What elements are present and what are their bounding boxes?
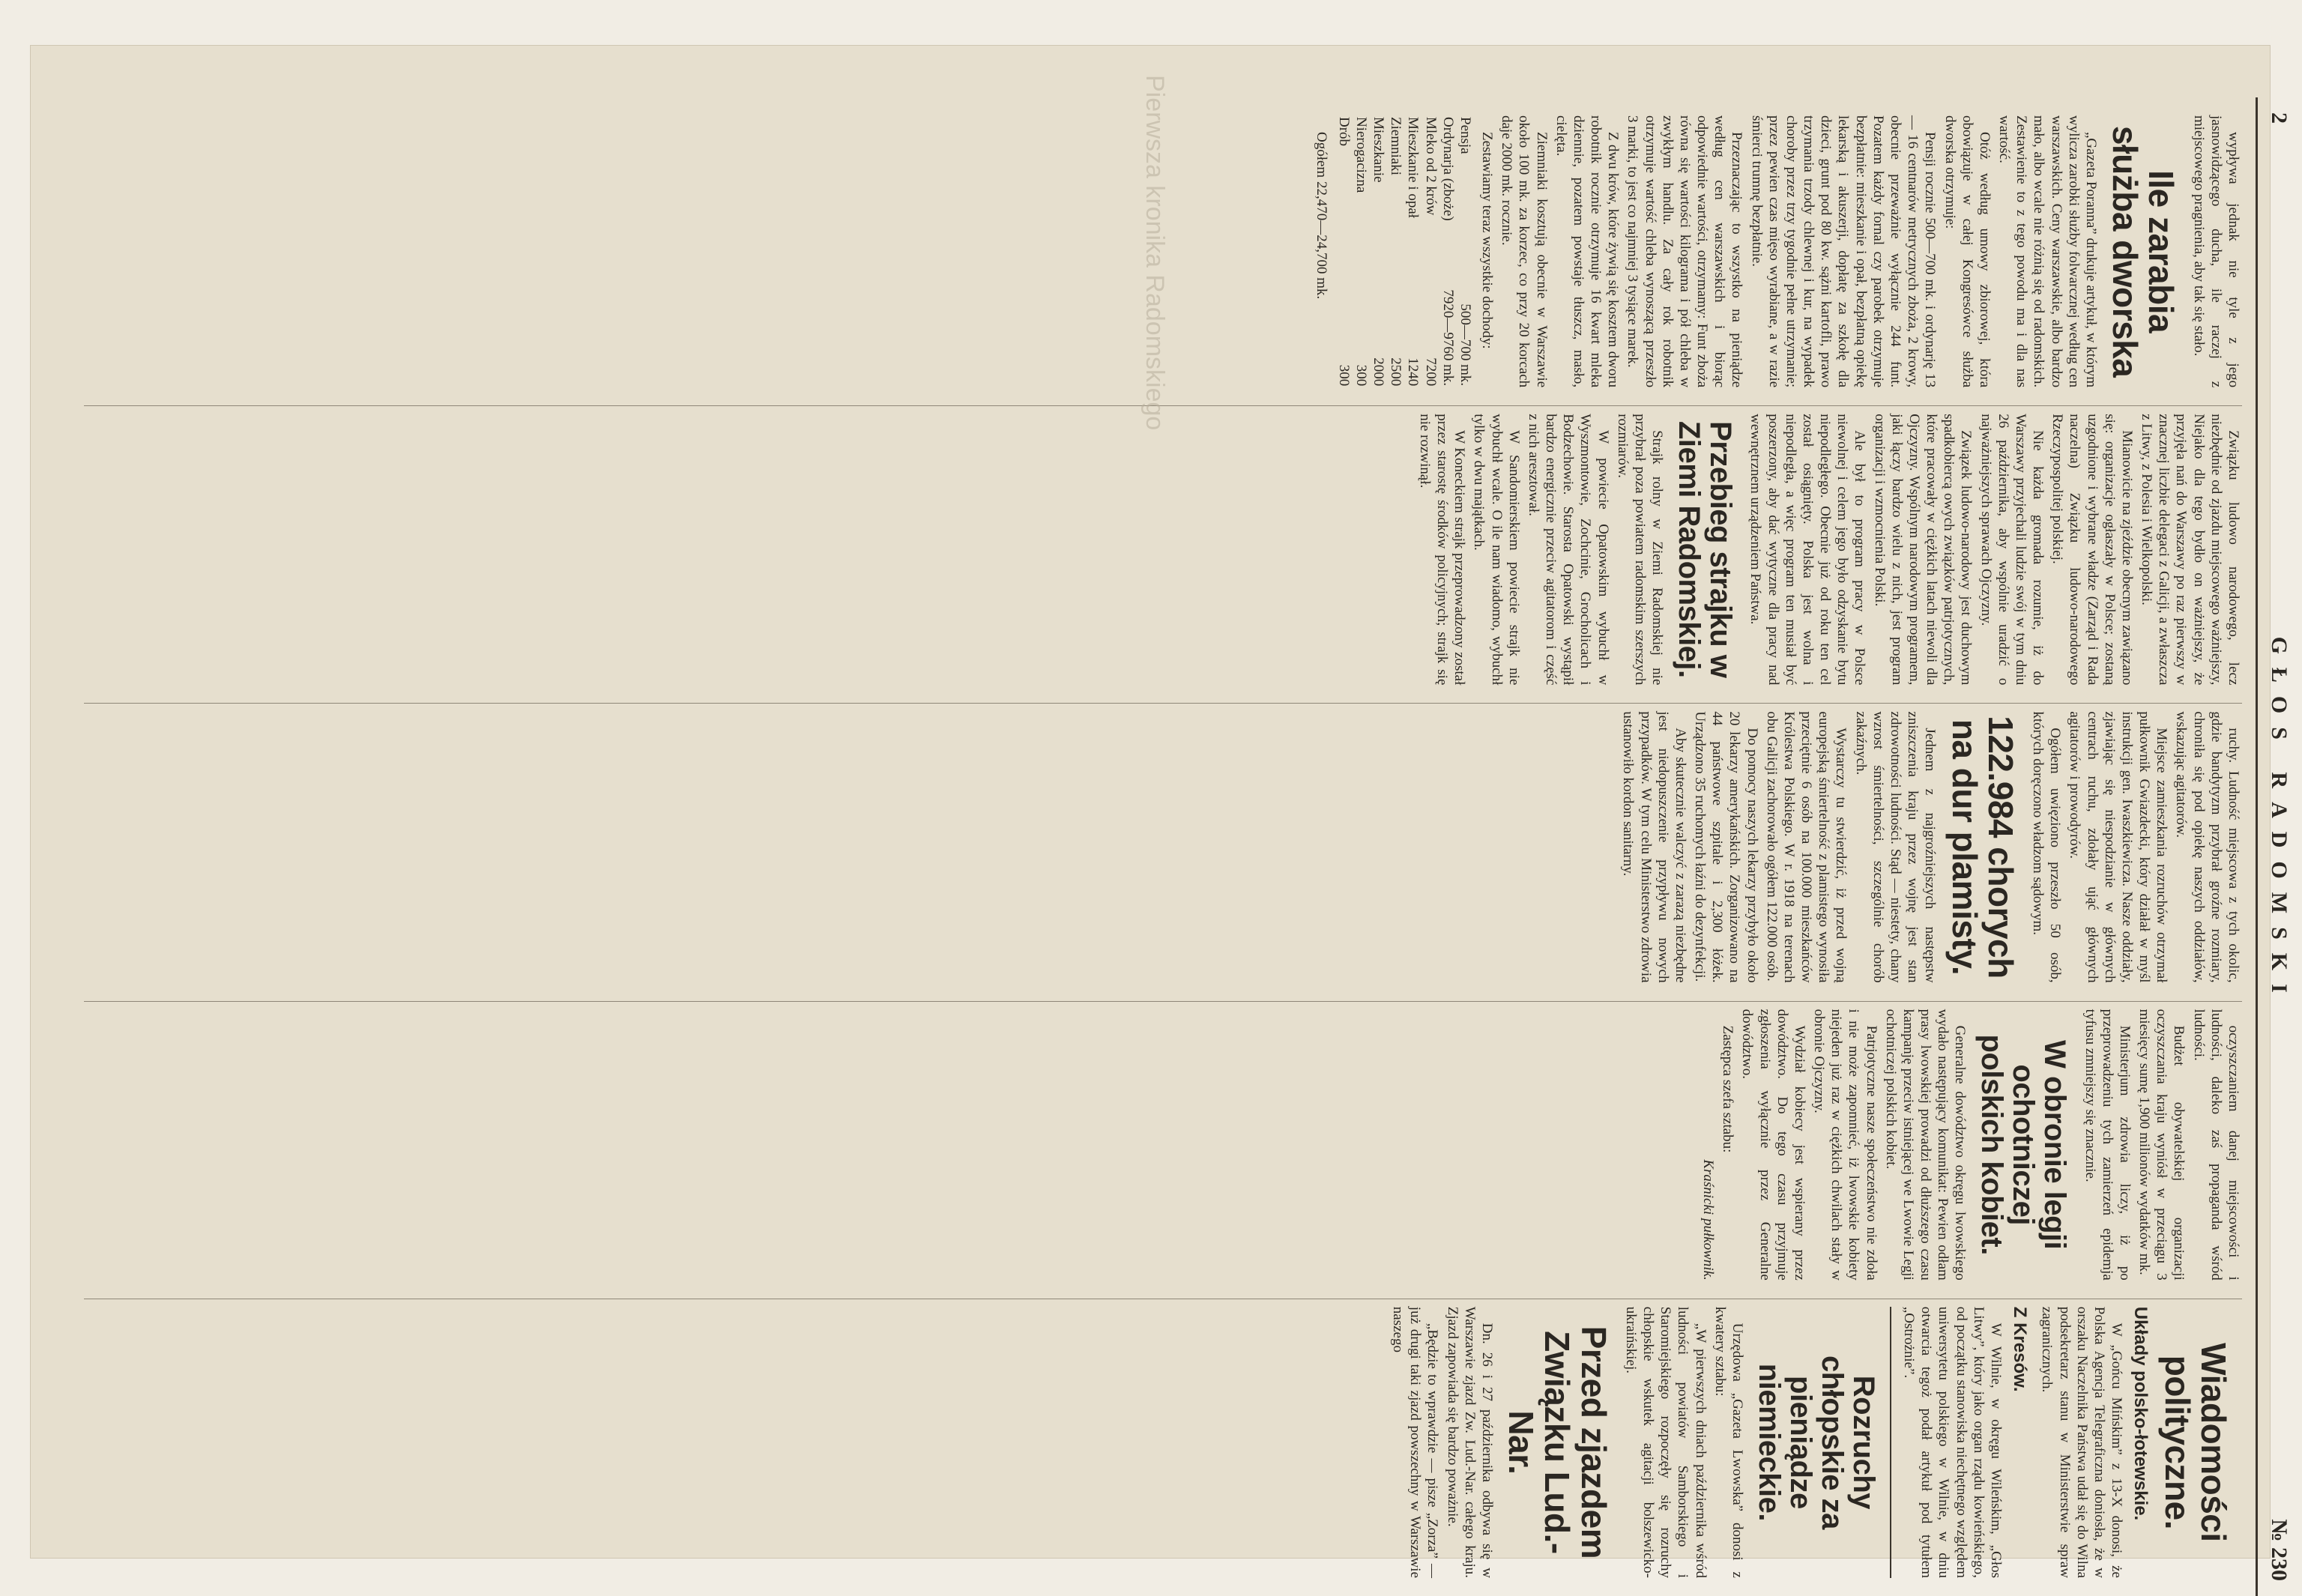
- article-headline: Rozruchy chłopskie za pieniądze niemieckie.: [1752, 1355, 1880, 1529]
- article-paragraph: Strajk rolny w Ziemi Radomskiej nie przybrał poza powiatem radomskim szerszych rozmiarów.: [1614, 414, 1666, 686]
- item-cell: Mieszkanie i opał: [1405, 117, 1422, 219]
- article-paragraph: Miejsce zamieszkania rozruchów otrzymał pułkownik Gwiazdecki, który działał w myśl instrukcji gen. Iwaszkiewicza. Nasze oddziały, zjawiając się niespodzianie w głównych centrach ruchu, zdołały ująć głównych agitatorów i prowodyrów.: [2067, 711, 2170, 983]
- article-headline: 122.984 chorych na dur plamisty.: [1945, 716, 2020, 979]
- article-paragraph: Ziemniaki kosztują obecnie w Warszawie około 100 mk. za korzec, co przy 20 korcach daje 2000 mk. rocznie.: [1499, 115, 1550, 388]
- amount-cell: 300: [1335, 364, 1352, 387]
- article-paragraph: Do pomocy naszych lekarzy przybyło około 20 lekarzy amerykańskich. Zorganizowano na 44 państwowe szpitale i 2,300 łóżek. Urządzono 35 ruchomych łaźni do dezynfekcji.: [1692, 711, 1760, 983]
- item-cell: Mieszkanie: [1371, 117, 1387, 183]
- article-paragraph: Ogółem uwięziono przeszło 50 osób, których doręczono władzom sądowym.: [2030, 711, 2064, 983]
- article-headline: W obronie legji ochotniczej polskich kobiet.: [1975, 1034, 2072, 1255]
- newspaper-sheet: [30, 45, 2292, 1581]
- article-subheadline: Z Kresów.: [2010, 1306, 2031, 1392]
- page-number: 2: [2267, 112, 2292, 124]
- issue-number: № 230: [2267, 1519, 2292, 1581]
- article-paragraph: Mianowicie na zjeździe obecnym zawiązano się: organizacje ogłaszały w Polsce; zostaną uzgodnione i wybrane władze (Zarząd i Rada naczelna) Związku ludowo-narodowego Rzeczypospolitej polskiej.: [2049, 414, 2135, 686]
- table-row: [1457, 115, 1474, 387]
- article-signature: Kraśnicki pułkownik.: [1700, 1159, 1717, 1281]
- article-paragraph: W Koneckiem strajk przeprowadzony został przez starostę środków policyjnych; strajk się nie rozwinął.: [1416, 414, 1468, 686]
- article-paragraph: Otóż według umowy zbiorowej, która obowiązuje w całej Kongresówce służba dworska otrzymuje:: [1942, 115, 1993, 388]
- article-paragraph: Wystarczy tu stwierdzić, iż przed wojną europejską śmiertelność z plamistego wynosiła przeciętnie 6 osób na 100.000 mieszkańców Królestwa Polskiego. W r. 1918 na terenach obu Galicji zachorowało ogółem 122.000 osób.: [1763, 711, 1849, 983]
- article-paragraph: Ogółem 22,470—24,700 mk.: [1314, 132, 1330, 300]
- item-cell: Drób: [1335, 117, 1352, 147]
- article-paragraph: Dn. 26 i 27 października odbywa się w Warszawie zjazd Zw. Lud.-Nar. całego kraju. Zjazd zapowiada się bardzo poważnie.: [1444, 1306, 1495, 1578]
- table-row: [1353, 115, 1370, 387]
- table-row: [1439, 115, 1457, 387]
- article-paragraph: W powiecie Opatowskim wybuchł w Wyszmontowie, Zochcinie, Grocholicach i Bodzechowie. Starosta Opatowski wystąpił bardzo energicznie przeciw agitatorom i część z nich aresztował.: [1525, 414, 1611, 686]
- item-cell: Nierogacizna: [1353, 117, 1369, 193]
- article-paragraph: Pensji rocznie 500—700 mk. i ordynarję 13 — 16 centnarów metrycznych zboża, 2 krowy, obecnie przeważnie wyłącznie 244 funt. Pozatem każdy fornal czy parobek otrzymuje bezpłatnie: mieszkanie i opał, bezpłatną opiekę lekarską i akuszerji, dopłatę za szkołę dla dzieci, grunt pod 80 kw. sążni kartofli, prawo trzymania trzody chlewnej i kur, na wypadek choroby przez trzy tygodnie pełne utrzymanie; przez pewien czas mięso wyrabiane, a w razie śmierci trumnę bezpłatnie.: [1748, 115, 1939, 388]
- article-paragraph: Nie każda gromada rozumie, iż do Warszawy przyjechali ludzie swój w tym dniu 26 października, aby wspólnie uradzić o najważniejszych sprawach Ojczyzny.: [1978, 414, 2046, 686]
- amount-cell: 7200: [1422, 357, 1439, 387]
- article-paragraph: Budżet obywatelskiej organizacji oczyszczania kraju wyniósł w przeciągu 3 miesięcy sumę 1,900 milionów wydatków mk.: [2136, 1009, 2187, 1281]
- article-paragraph: Ale był to program pracy w Polsce niewolnej i celem jego było odzyskanie bytu niepodległego. Obecnie już od roku ten cel został osiągnięty. Polska jest wolna i niepodległa, a więc program ten musiał być poszerzony, aby dać wytyczne dla pracy nad wewnętrznem urządzeniem Państwa.: [1747, 414, 1868, 686]
- amount-cell: 2500: [1388, 357, 1404, 387]
- amount-cell: 7920—9760 mk.: [1439, 289, 1456, 387]
- article-headline: Przed zjazdem Związku Lud.-Nar.: [1502, 1326, 1613, 1559]
- table-row: [1422, 115, 1439, 387]
- article-paragraph: oczyszczaniem danej miejscowości i ludności, daleko zaś propaganda wśród ludności.: [2190, 1009, 2241, 1281]
- column-rule: [1890, 1307, 1891, 1578]
- table-row: [1404, 115, 1422, 387]
- table-row: [1335, 115, 1353, 387]
- newspaper-column: [84, 1001, 2242, 1288]
- article-paragraph: ruchy. Ludność miejscowa z tych okolic, gdzie bandytyzm przybrał groźne rozmiary, chroniła się pod opiekę naszych oddziałów, wskazując agitatorów.: [2173, 711, 2241, 983]
- article-paragraph: Aby skutecznie walczyć z zarazą niezbędne jest niedopuszczenie przypływu nowych przypadków. W tym celu Ministerstwo zdrowia ustanowiło kordon sanitarny.: [1620, 711, 1688, 983]
- article-headline: Przebieg strajku w Ziemi Radomskiej.: [1673, 420, 1738, 678]
- article-paragraph: Zastępca szefa sztabu:: [1720, 1025, 1736, 1153]
- rotated-newspaper-page: [75, 97, 2301, 1596]
- article-paragraph: Przeznaczając to wszystko na pieniądze według cen warszawskich i biorąc odpowiednie wartości, otrzymamy: Funt zboża równa się wartości kilograma i pół chleba w zwykłym handlu. Za cały rok robotnik otrzymuje wartość chleba wynoszącą przeszło 3 marki, to jest co najmniej 3 tysiące marek.: [1625, 115, 1745, 388]
- article-paragraph: Związku ludowo narodowego, lecz niezbędnie od zjazdu miejscowego ważniejszy, Niejako dla tego bydło on ważniejszy, że przyjęła nań do Warszawy po raz pierwszy w znacznej liczbie delegaci z Galicji, a zwłaszcza z Litwy, z Polesia i Wielkopolski.: [2139, 414, 2241, 686]
- article-paragraph: Urzędowa „Gazeta Lwowska” donosi z kwatery sztabu:: [1712, 1306, 1745, 1578]
- newspaper-column: [84, 703, 2242, 990]
- income-table: [1335, 115, 1474, 387]
- article-paragraph: Z dwu krów, które żywią się kosztem dworu robotnik rocznie otrzymuje 16 kwart mleka dziennie, pozatem powstaje tłuszcz, masło, cielęta.: [1553, 115, 1622, 388]
- item-cell: Ziemniaki: [1388, 117, 1404, 176]
- item-cell: Ordynarja (zboże): [1439, 117, 1456, 221]
- table-row: [1387, 115, 1404, 387]
- amount-cell: 1240: [1405, 357, 1422, 387]
- running-head: [2256, 97, 2301, 1596]
- article-paragraph: wypływa jednak nie tyle z jego jasnowidzącego ducha, ile raczej z miejscowego pragnienia, aby tak się stało.: [2190, 115, 2241, 388]
- newspaper-column: [84, 405, 2242, 692]
- article-paragraph: „W pierwszych dniach października wśród ludności powiatów Samborskiego i Staromiejskiego rozpoczęły się rozruchy chłopskie wskutek agitacji bolszewicko-ukraińskiej.: [1622, 1306, 1709, 1578]
- item-cell: Pensja: [1457, 117, 1473, 154]
- article-paragraph: „Gazeta Poranna” drukuje artykuł, w którym wylicza zarobki służby folwarcznej według cen warszawskich. Ceny warszawskie, albo bardzo mało, albo wcale nie różnią się od radomskich. Zestawienie to z tego powodu ma i dla nas wartość.: [1996, 115, 2099, 388]
- amount-cell: 500—700 mk.: [1457, 303, 1473, 387]
- item-cell: Mleko od 2 krów: [1422, 117, 1439, 216]
- article-paragraph: Zestawiamy teraz wszystkie dochody:: [1479, 132, 1496, 349]
- article-paragraph: Jednem z najgroźniejszych następstw zniszczenia kraju przez wojnę jest stan zdrowotności ludności. Stąd — niestety, chany wzrost śmiertelności, szczególnie chorób zakaźnych.: [1852, 711, 1939, 983]
- article-headline: Wiadomości polityczne.: [2157, 1343, 2233, 1542]
- article-paragraph: Związek ludowo-narodowy jest duchowym spadkobiercą owych związków patrjotycznych, które pracowały w ciężkich latach niewoli dla Ojczyzny. Wspólnym narodowym programem, jaki łączy bardzo wielu z nich, jest program organizacji i wzmocnienia Polski.: [1871, 414, 1975, 686]
- article-paragraph: W „Gońcu Mińskim” z 13-X donosi, że Polska Agencja Telegraficzna doniosła, że w orszaku Naczelnika Państwa udał się do Wilna podsekretarz stanu w Ministerstwie spraw zagranicznych.: [2039, 1306, 2125, 1578]
- article-paragraph: Wydział kobiecy jest wspierany przez dowództwo. Do tego czasu przyjmuje zgłoszenia wyłącznie przez Generalne dowództwo.: [1739, 1009, 1807, 1281]
- article-paragraph: W Wilnie, w okręgu Wileńskim, „Głos Litwy”, który jako organ rządu kowieńskiego, od początku stanowiska niechętnego względem uniwersytetu polskiego w Wilnie, w dniu otwarcia tegoż podał artykuł pod tytułem „Ostrożnie”.: [1901, 1306, 2005, 1578]
- newspaper-column: [84, 1299, 2242, 1586]
- article-paragraph: „Będzie to wprawdzie — pisze „Zorza” — już drugi taki zjazd powszechny w Warszawie naszego: [1390, 1306, 1441, 1578]
- article-headline: Ile zarabia służba dworska: [2106, 125, 2181, 378]
- table-row: [1370, 115, 1387, 387]
- amount-cell: 2000: [1371, 357, 1387, 387]
- article-paragraph: Generalne dowództwo okręgu lwowskiego wydało następujący komunikat: Pewien odłam prasy lwowskiej prowadzi od dłuższego czasu kampanję przeciw istniejącej we Lwowie Legji ochotniczej polskich kobiet.: [1882, 1009, 1969, 1281]
- article-paragraph: W Sandomierskiem powiecie strajk nie wybuchł wcale. O ile nam wiadomo, wybuchł tylko w dwu majątkach.: [1471, 414, 1522, 686]
- bleed-through-text: Pierwsza kronika Radomskiego: [1141, 75, 1169, 431]
- article-subheadline: Układy polsko-łotewskie.: [2130, 1306, 2151, 1521]
- amount-cell: 300: [1353, 364, 1369, 387]
- running-title: GŁOS RADOMSKI: [2267, 636, 2292, 1006]
- article-paragraph: Patrjotyczne nasze społeczeństwo nie zdoła i nie może zapomnieć, iż lwowskie kobiety niejeden już raz w ciężkich chwilach stały w obronie Ojczyzny.: [1811, 1009, 1879, 1281]
- article-paragraph: Ministerjum zdrowia liczy, iż po przeprowadzeniu tych zamierzeń epidemja tyfusu zmniejszy się znacznie.: [2082, 1009, 2133, 1281]
